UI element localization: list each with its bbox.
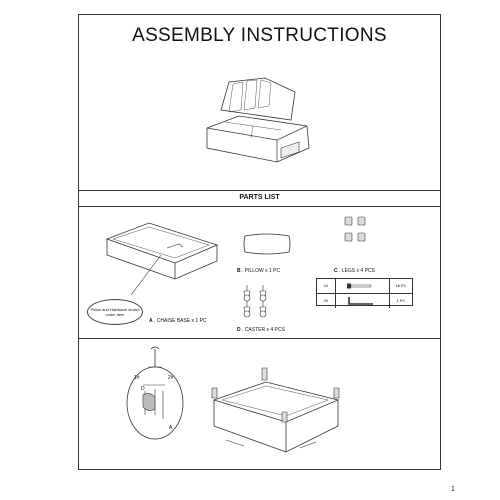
storage-note: Pillow and Hardware stored under item <box>87 299 143 325</box>
sofa-chair-illustration <box>199 70 329 170</box>
chaise-base-illustration <box>101 215 221 295</box>
part-label-b: B . PILLOW x 1 PC <box>237 268 281 274</box>
hardware-qty: 1 PC <box>389 294 412 308</box>
divider-line <box>79 206 440 207</box>
caster-detail-illustration <box>119 345 199 445</box>
hardware-row <box>317 279 412 293</box>
callout-d: D <box>141 386 145 392</box>
hardware-qty: 16 PC <box>389 279 412 293</box>
casters-illustration <box>241 283 273 319</box>
callout-2: 2# <box>168 375 174 381</box>
page-number: 1 <box>451 486 455 493</box>
callout-1: 1# <box>134 375 140 381</box>
hardware-id: 1# <box>317 279 336 293</box>
page-title: ASSEMBLY INSTRUCTIONS <box>132 25 387 46</box>
parts-list-heading: PARTS LIST <box>239 194 280 201</box>
hardware-row <box>317 293 412 308</box>
part-label-d: D . CASTER x 4 PCS <box>237 327 285 333</box>
allen-key-icon <box>347 296 375 306</box>
hardware-table <box>316 278 413 306</box>
part-label-a: A . CHAISE BASE x 1 PC <box>149 318 207 324</box>
hardware-id: 2# <box>317 294 336 308</box>
legs-illustration <box>341 215 371 249</box>
part-label-c: C . LEGS x 4 PCS <box>334 268 375 274</box>
divider-line <box>79 338 440 339</box>
callout-a: A <box>169 425 173 431</box>
bolt-icon <box>347 283 373 289</box>
pillow-illustration <box>242 230 292 258</box>
inverted-base-illustration <box>204 360 344 460</box>
instruction-sheet <box>78 14 441 470</box>
